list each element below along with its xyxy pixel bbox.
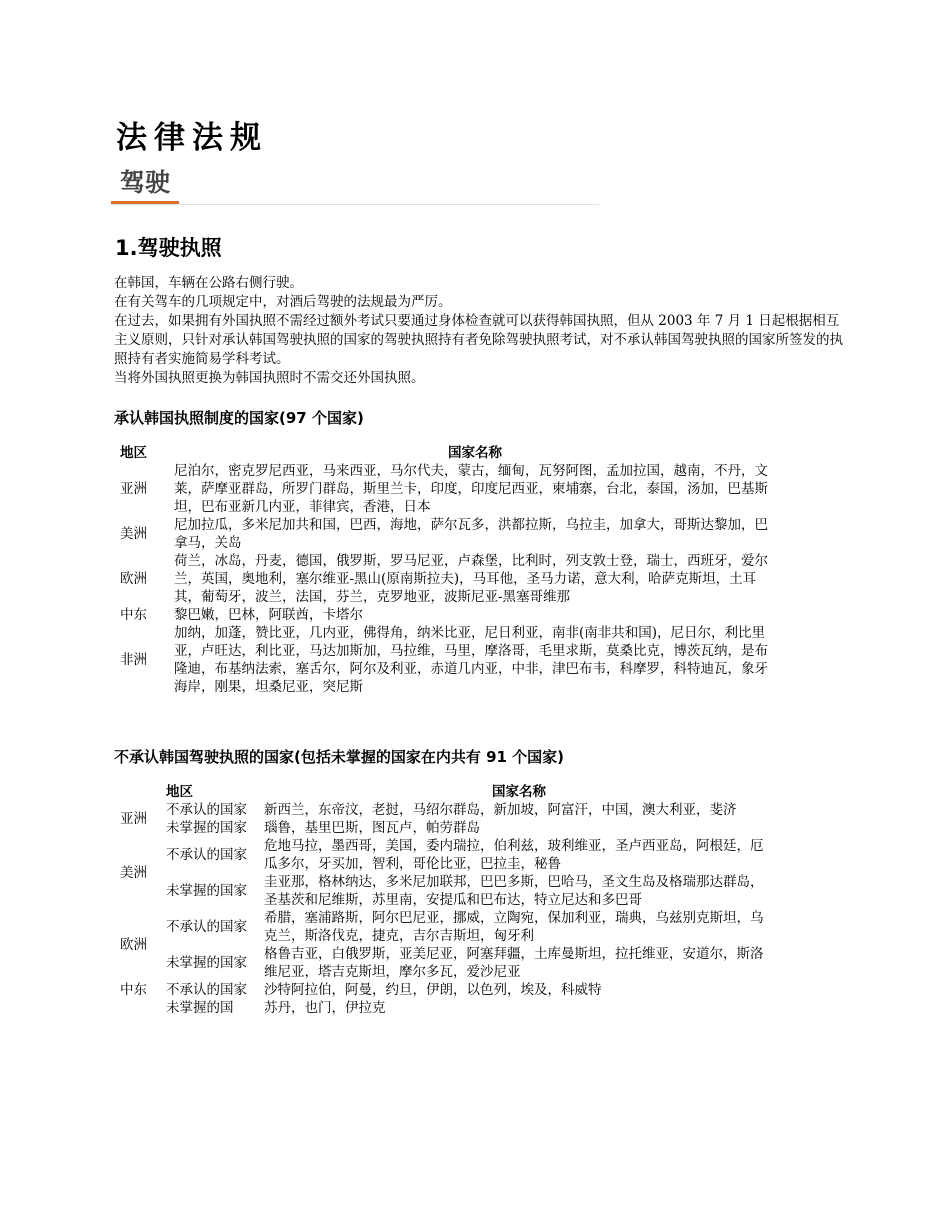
names-cell: 圭亚那，格林纳达，多米尼加联邦，巴巴多斯，巴哈马，圣文生岛及格瑞那达群岛，圣基茨和尼维斯，苏里南，安提瓜和巴布达，特立尼达和多巴哥 bbox=[264, 874, 764, 908]
table-row bbox=[116, 873, 776, 909]
table1-title: 承认韩国执照制度的国家(97 个国家) bbox=[114, 409, 364, 427]
table-row bbox=[116, 552, 776, 606]
intro-paragraph: 在韩国，车辆在公路右侧行驶。 bbox=[114, 275, 303, 291]
region-cell: 欧洲 bbox=[120, 571, 147, 587]
intro-paragraph: 在有关驾车的几项规定中，对酒后驾驶的法规最为严厉。 bbox=[114, 294, 452, 310]
table-row bbox=[116, 909, 776, 945]
region-cell: 美洲 bbox=[120, 865, 147, 881]
region-cell: 欧洲 bbox=[120, 937, 147, 953]
table-row bbox=[116, 981, 776, 999]
table-row bbox=[116, 945, 776, 981]
column-header-names: 国家名称 bbox=[448, 445, 502, 461]
category-cell: 未掌握的国家 bbox=[166, 883, 247, 899]
region-cell: 亚洲 bbox=[120, 811, 147, 827]
table-row bbox=[116, 837, 776, 873]
intro-text bbox=[114, 274, 844, 388]
section-heading: 1.驾驶执照 bbox=[115, 236, 222, 260]
region-cell: 中东 bbox=[120, 607, 147, 623]
names-cell: 尼泊尔，密克罗尼西亚，马来西亚，马尔代夫，蒙古，缅甸，瓦努阿图，孟加拉国，越南，不丹，文莱，萨摩亚群岛，所罗门群岛，斯里兰卡，印度，印度尼西亚，柬埔寨，台北，泰国，汤加，巴基斯坦，巴布亚新几内亚，菲律宾，香港，日本 bbox=[174, 463, 768, 515]
table-row bbox=[116, 624, 776, 696]
divider bbox=[111, 204, 599, 205]
names-cell: 苏丹，也门，伊拉克 bbox=[264, 1000, 386, 1016]
names-cell: 沙特阿拉伯，阿曼，约旦，伊朗，以色列，埃及，科威特 bbox=[264, 982, 602, 998]
names-cell: 荷兰，冰岛，丹麦，德国，俄罗斯，罗马尼亚，卢森堡，比利时，列支敦士登，瑞士，西班牙，爱尔兰，英国，奥地利，塞尔维亚-黑山(原南斯拉夫)，马耳他，圣马力诺，意大利，哈萨克斯坦，土耳其，葡萄牙，波兰，法国，芬兰，克罗地亚，波斯尼亚-黑塞哥维那 bbox=[174, 553, 768, 605]
table-header-row bbox=[116, 444, 776, 462]
main-title: 法律法规 bbox=[116, 120, 268, 156]
names-cell: 黎巴嫩，巴林，阿联酋，卡塔尔 bbox=[174, 607, 363, 623]
region-cell: 美洲 bbox=[120, 526, 147, 542]
category-cell: 不承认的国家 bbox=[166, 919, 247, 935]
names-cell: 危地马拉，墨西哥，美国，委内瑞拉，伯利兹，玻利维亚，圣卢西亚岛，阿根廷，厄瓜多尔，牙买加，智利，哥伦比亚，巴拉圭，秘鲁 bbox=[264, 838, 764, 872]
category-cell: 未掌握的国家 bbox=[166, 820, 247, 836]
names-cell: 瑙鲁，基里巴斯，图瓦卢，帕劳群岛 bbox=[264, 820, 480, 836]
table-row bbox=[116, 606, 776, 624]
table2-title: 不承认韩国驾驶执照的国家(包括未掌握的国家在内共有 91 个国家) bbox=[114, 748, 565, 766]
names-cell: 尼加拉瓜，多米尼加共和国，巴西，海地，萨尔瓦多，洪都拉斯，乌拉圭，加拿大，哥斯达黎加，巴拿马，关岛 bbox=[174, 517, 768, 551]
column-header-names: 国家名称 bbox=[492, 784, 546, 800]
names-cell: 格鲁吉亚，白俄罗斯，亚美尼亚，阿塞拜疆，土库曼斯坦，拉托维亚，安道尔，斯洛维尼亚，塔吉克斯坦，摩尔多瓦，爱沙尼亚 bbox=[264, 946, 764, 980]
region-cell: 亚洲 bbox=[120, 481, 147, 497]
category-cell: 未掌握的国 bbox=[166, 1000, 234, 1016]
names-cell: 加纳，加蓬，赞比亚，几内亚，佛得角，纳米比亚，尼日利亚，南非(南非共和国)，尼日尔，利比里亚，卢旺达，利比亚，马达加斯加，马拉维，马里，摩洛哥，毛里求斯，莫桑比克，博茨瓦纳，是布隆迪，布基纳法索，塞舌尔，阿尔及利亚，赤道几内亚，中非，津巴布韦，科摩罗，科特迪瓦，象牙海岸，刚果，坦桑尼亚，突尼斯 bbox=[174, 625, 768, 695]
table-header-row bbox=[116, 783, 776, 801]
intro-paragraph: 在过去，如果拥有外国执照不需经过额外考试只要通过身体检查就可以获得韩国执照，但从 2003 年 7 月 1 日起根据相互主义原则，只针对承认韩国驾驶执照的国家的驾驶执照持有者免除驾驶执照考试，对不承认韩国驾驶执照的国家所签发的执照持有者实施简易学科考试。 bbox=[114, 313, 843, 367]
category-cell: 不承认的国家 bbox=[166, 847, 247, 863]
category-cell: 不承认的国家 bbox=[166, 802, 247, 818]
names-cell: 新西兰，东帝汶，老挝，马绍尔群岛，新加坡，阿富汗，中国，澳大利亚，斐济 bbox=[264, 802, 737, 818]
intro-paragraph: 当将外国执照更换为韩国执照时不需交还外国执照。 bbox=[114, 370, 425, 386]
unrecognized-countries-table bbox=[116, 783, 776, 1017]
column-header-region: 地区 bbox=[166, 784, 193, 800]
names-cell: 希腊，塞浦路斯，阿尔巴尼亚，挪威，立陶宛，保加利亚，瑞典，乌兹别克斯坦，乌克兰，斯洛伐克，捷克，吉尔吉斯坦，匈牙利 bbox=[264, 910, 764, 944]
category-cell: 未掌握的国家 bbox=[166, 955, 247, 971]
table-row bbox=[116, 516, 776, 552]
region-cell: 中东 bbox=[120, 982, 147, 998]
region-cell: 非洲 bbox=[120, 652, 147, 668]
column-header-region: 地区 bbox=[120, 445, 147, 461]
sub-title: 驾驶 bbox=[120, 168, 171, 197]
table-row bbox=[116, 819, 776, 837]
table-row bbox=[116, 801, 776, 819]
table-row bbox=[116, 462, 776, 516]
table-row bbox=[116, 999, 776, 1017]
category-cell: 不承认的国家 bbox=[166, 982, 247, 998]
recognized-countries-table bbox=[116, 444, 776, 696]
